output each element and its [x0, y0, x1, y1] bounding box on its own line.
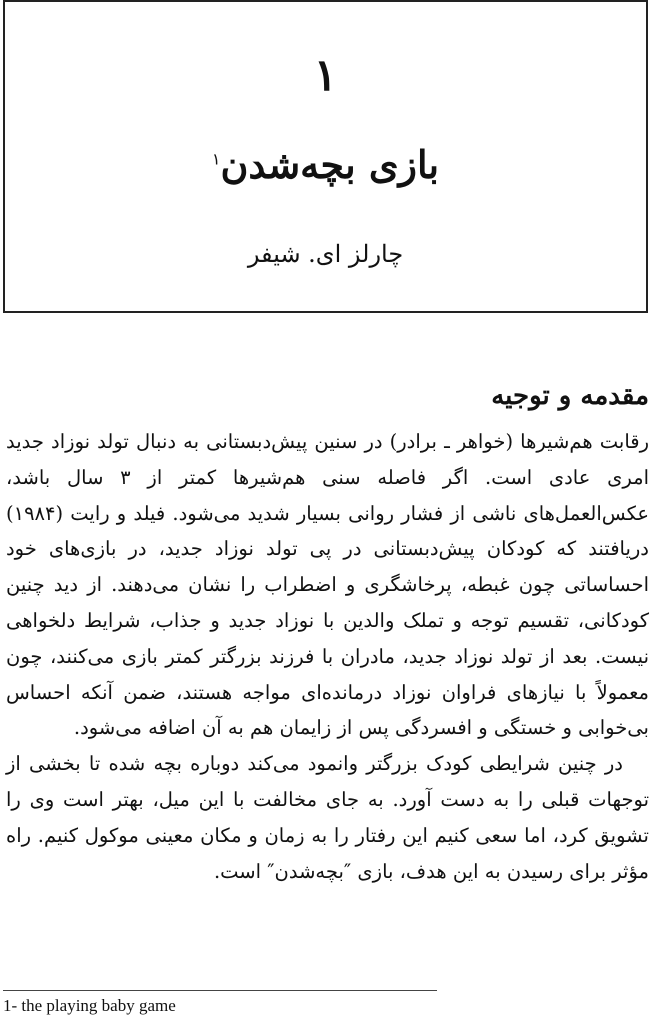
chapter-title-text: بازی بچه‌شدن [220, 142, 440, 187]
chapter-title-box [3, 0, 648, 313]
paragraph-intro: رقابت هم‌شیرها (خواهر ـ برادر) در سنین پیش‌دبستانی به دنبال تولد نوزاد جدید امری عادی است. اگر فاصله سنی هم‌شیرها کمتر از ۳ سال باشد، عکس‌العمل‌های ناشی از فشار روانی بسیار شدید می‌شود. فیلد و رایت (۱۹۸۴) دریافتند که کودکان پیش‌دبستانی در پی تولد نوزاد جدید، در بازی‌های خود احساساتی چون غبطه، پرخاشگری و اضطراب را نشان می‌دهند. از دید چنین کودکانی، تقسیم توجه و تملک والدین با نوزاد جدید و جذاب، شرایط دلخواهی نیست. بعد از تولد نوزاد جدید، مادران با فرزند بزرگتر کمتر بازی می‌کنند، چون معمولاً با نیازهای فراوان نوزاد درمانده‌ای مواجه هستند، ضمن آنکه احساس بی‌خوابی و خستگی و افسردگی پس از زایمان هم به آن اضافه می‌شود. [6, 430, 649, 740]
footnote: 1- the playing baby game [3, 996, 176, 1015]
footnote-marker: ۱ [211, 149, 221, 169]
footnote-divider [3, 990, 437, 991]
main-content [6, 372, 649, 889]
paragraph-second: در چنین شرایطی کودک بزرگتر وانمود می‌کند دوباره بچه شده تا بخشی از توجهات قبلی را به دست آورد. به جای مخالفت با این میل، بهتر است وی را تشویق کرد، اما سعی کنیم این رفتار را به زمان و مکان معینی موکول کنیم. راه مؤثر برای رسیدن به این هدف، بازی ″بچه‌شدن″ است. [6, 752, 649, 883]
chapter-number: ۱ [313, 50, 338, 101]
chapter-author: چارلز ای. شیفر [247, 240, 404, 268]
section-heading: مقدمه و توجیه [491, 381, 649, 411]
chapter-title [5, 142, 646, 187]
